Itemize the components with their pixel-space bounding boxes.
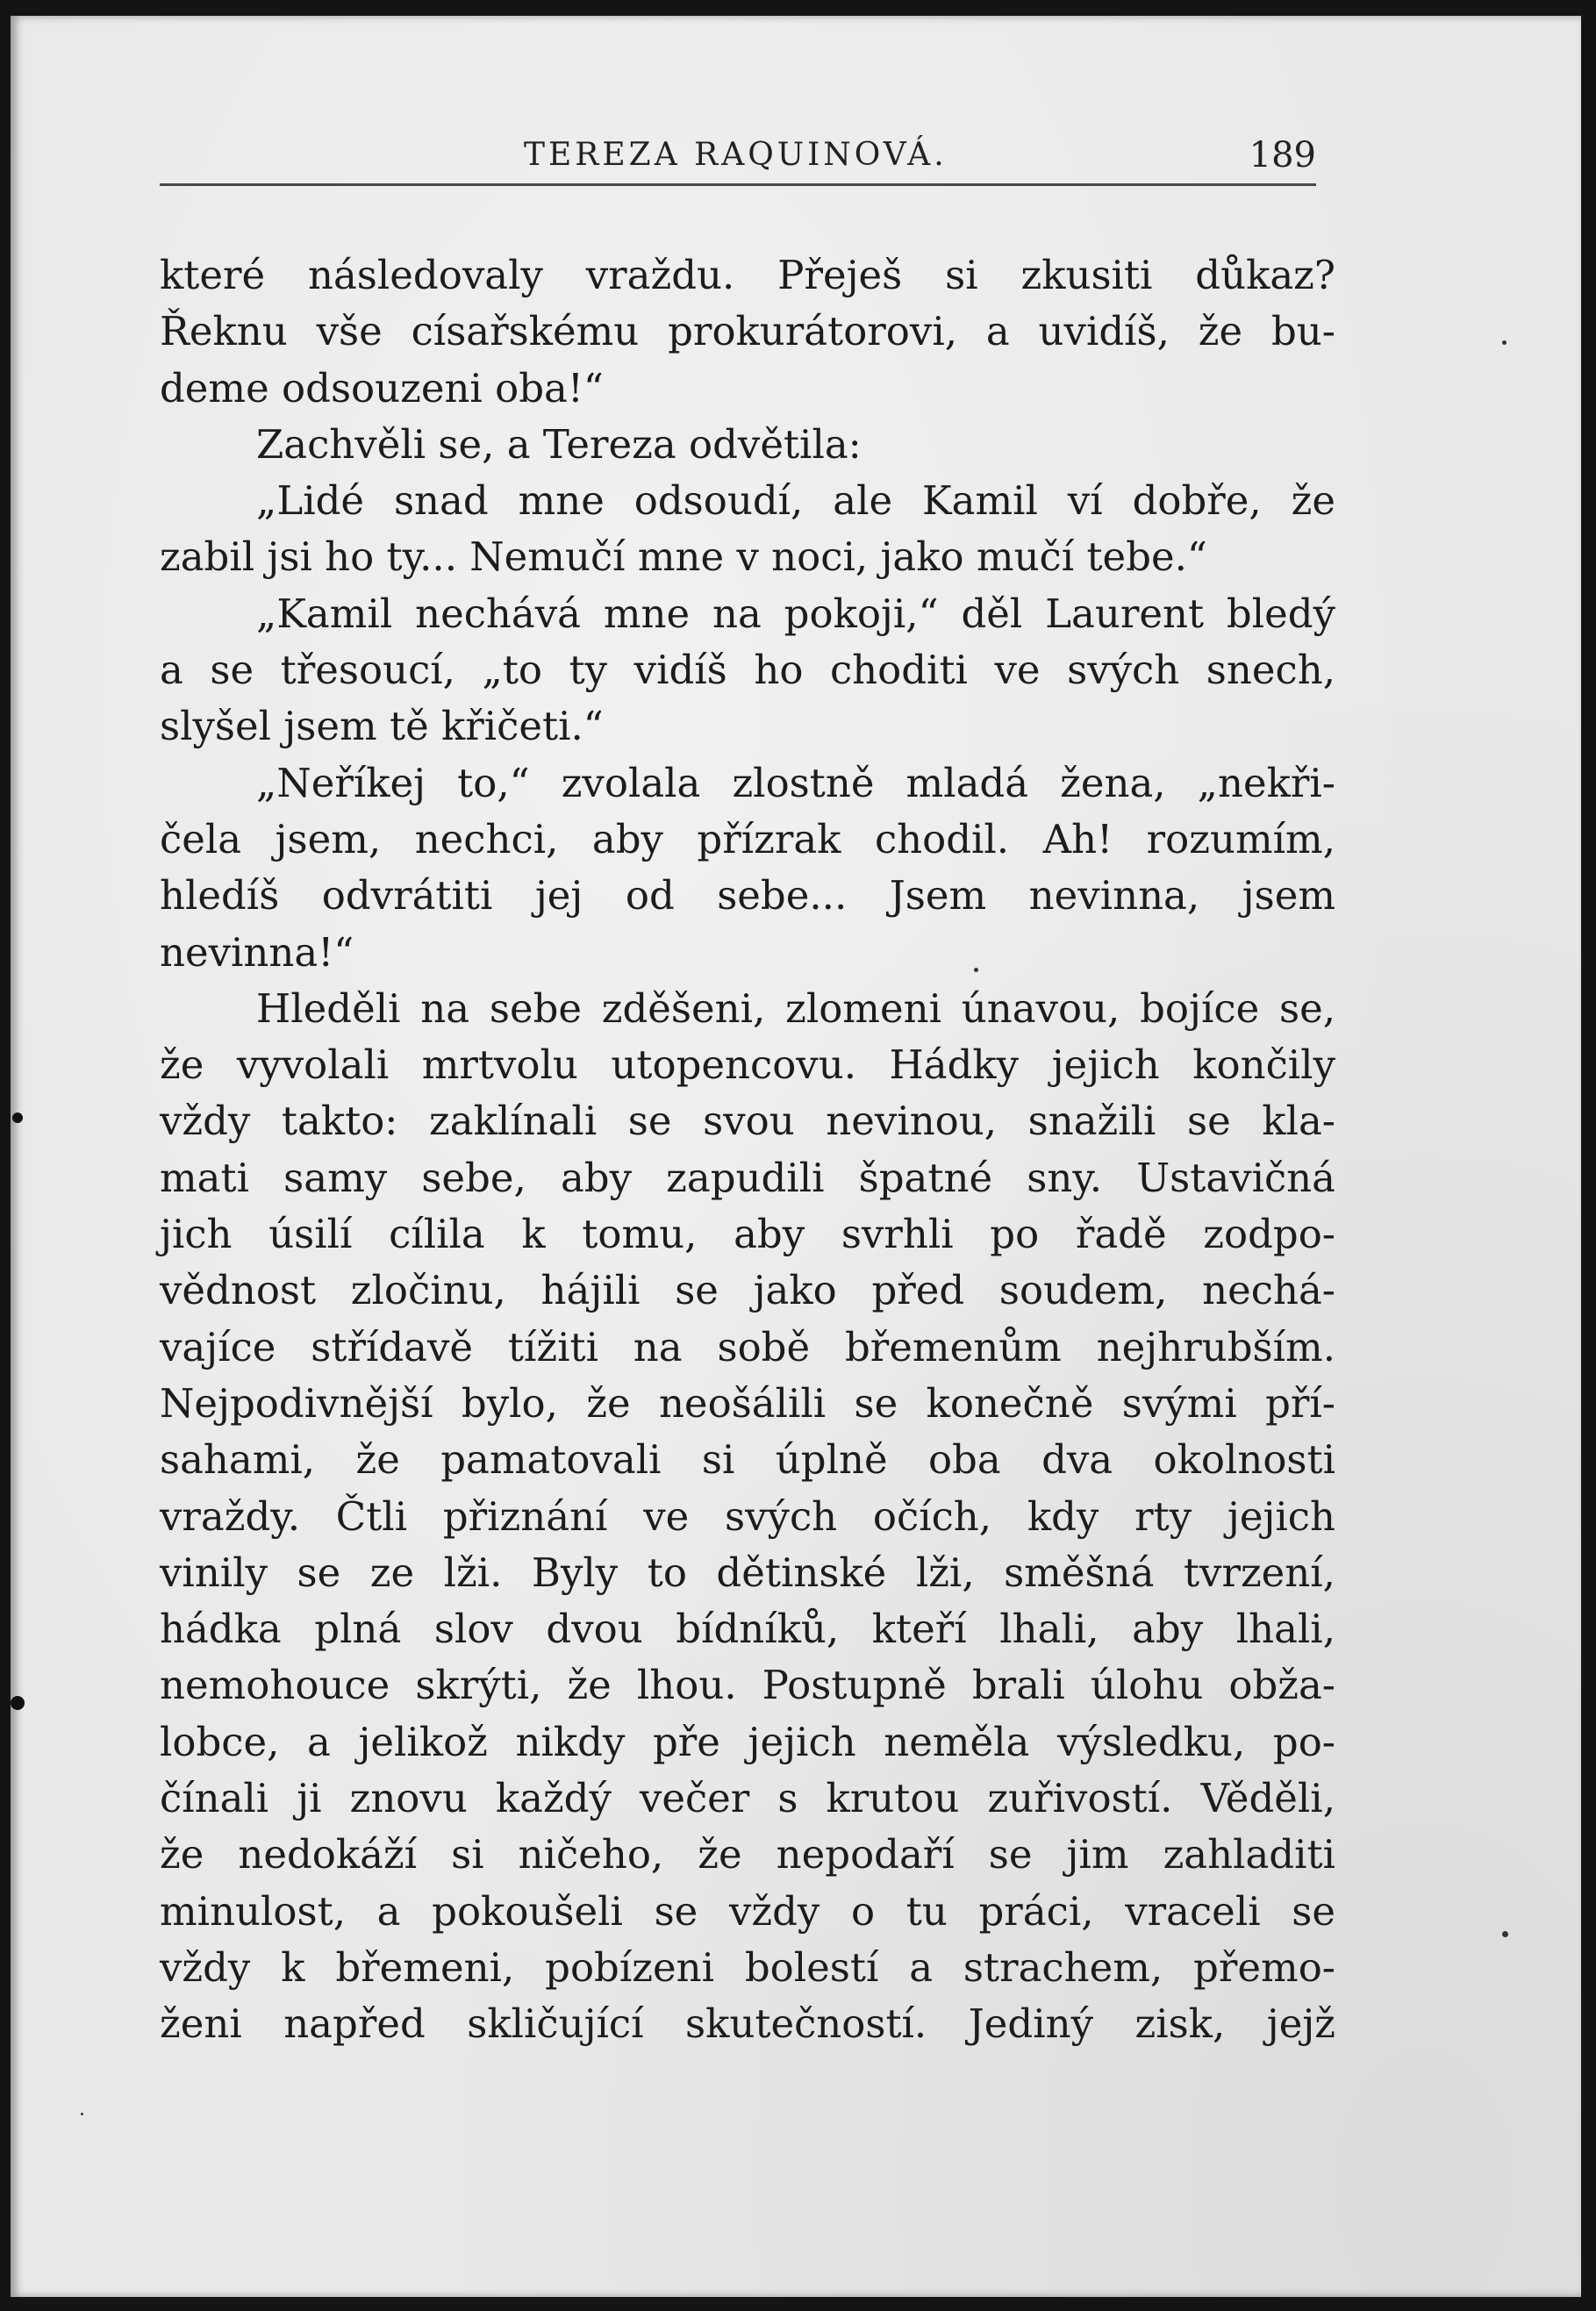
- text-line: Řeknu vše císařskému prokurátorovi, a uvidíš, že bu-: [160, 308, 1335, 355]
- text-line: že vyvolali mrtvolu utopencovu. Hádky jejich končily: [160, 1041, 1335, 1089]
- text-line: „Neříkej to,“ zvolala zlostně mladá žena, „nekři-: [256, 759, 1335, 806]
- running-header: [160, 132, 1316, 184]
- text-line: ženi napřed skličující skutečností. Jediný zisk, jejž: [160, 2000, 1335, 2048]
- text-line: čínali ji znovu každý večer s krutou zuřivostí. Věděli,: [160, 1775, 1335, 1822]
- text-line: slyšel jsem tě křičeti.“: [160, 703, 604, 750]
- text-line: které následovaly vraždu. Přeješ si zkusiti důkaz?: [160, 252, 1335, 298]
- running-title: TEREZA RAQUINOVÁ.: [524, 137, 948, 173]
- text-line: že nedokáží si ničeho, že nepodaří se jim zahladiti: [160, 1831, 1335, 1878]
- paper-speck: [1502, 340, 1507, 345]
- text-line: jich úsilí cílila k tomu, aby svrhli po řadě zodpo-: [160, 1211, 1335, 1258]
- paper-speck: [81, 2113, 83, 2115]
- page-number: 189: [1249, 135, 1316, 175]
- text-line: a se třesoucí, „to ty vidíš ho choditi ve svých snech,: [160, 647, 1335, 694]
- text-line: nevinna!“: [160, 928, 354, 976]
- header-rule: [160, 183, 1316, 186]
- text-line: nemohouce skrýti, že lhou. Postupně brali úlohu obža-: [160, 1662, 1335, 1709]
- text-line: „Lidé snad mne odsoudí, ale Kamil ví dobře, že: [256, 477, 1335, 525]
- text-line: vždy k břemeni, pobízeni bolestí a strachem, přemo-: [160, 1943, 1335, 1991]
- text-line: čela jsem, nechci, aby přízrak chodil. Ah! rozumím,: [160, 815, 1335, 862]
- text-line: vajíce střídavě tížiti na sobě břemenům nejhrubším.: [160, 1323, 1335, 1370]
- text-line: Nejpodivnější bylo, že neošálili se konečně svými pří-: [160, 1379, 1335, 1427]
- text-line: lobce, a jelikož nikdy pře jejich neměla výsledku, po-: [160, 1718, 1335, 1765]
- text-line: minulost, a pokoušeli se vždy o tu práci, vraceli se: [160, 1887, 1335, 1935]
- binding-mark: [11, 1696, 25, 1710]
- text-line: Hleděli na sebe zděšeni, zlomeni únavou, bojíce se,: [256, 984, 1335, 1032]
- text-line: hledíš odvrátiti jej od sebe... Jsem nevinna, jsem: [160, 872, 1335, 919]
- text-line: mati samy sebe, aby zapudili špatné sny. Ustavičná: [160, 1154, 1335, 1201]
- text-line: vraždy. Čtli přiznání ve svých očích, kdy rty jejich: [160, 1492, 1335, 1540]
- text-line: „Kamil nechává mne na pokoji,“ děl Laurent bledý: [256, 590, 1335, 637]
- paper-speck: [1502, 1931, 1508, 1937]
- text-line: sahami, že pamatovali si úplně oba dva okolnosti: [160, 1436, 1335, 1484]
- text-line: vždy takto: zaklínali se svou nevinou, snažili se kla-: [160, 1098, 1335, 1145]
- binding-mark: [12, 1113, 23, 1123]
- text-line: hádka plná slov dvou bídníků, kteří lhali, aby lhali,: [160, 1606, 1335, 1653]
- text-line: zabil jsi ho ty... Nemučí mne v noci, jako mučí tebe.“: [160, 533, 1207, 581]
- text-line: Zachvěli se, a Tereza odvětila:: [256, 420, 862, 468]
- body-text: [160, 247, 1335, 2053]
- text-line: deme odsouzeni oba!“: [160, 364, 604, 411]
- text-line: vědnost zločinu, hájili se jako před soudem, nechá-: [160, 1267, 1335, 1314]
- text-line: vinily se ze lži. Byly to dětinské lži, směšná tvrzení,: [160, 1549, 1335, 1596]
